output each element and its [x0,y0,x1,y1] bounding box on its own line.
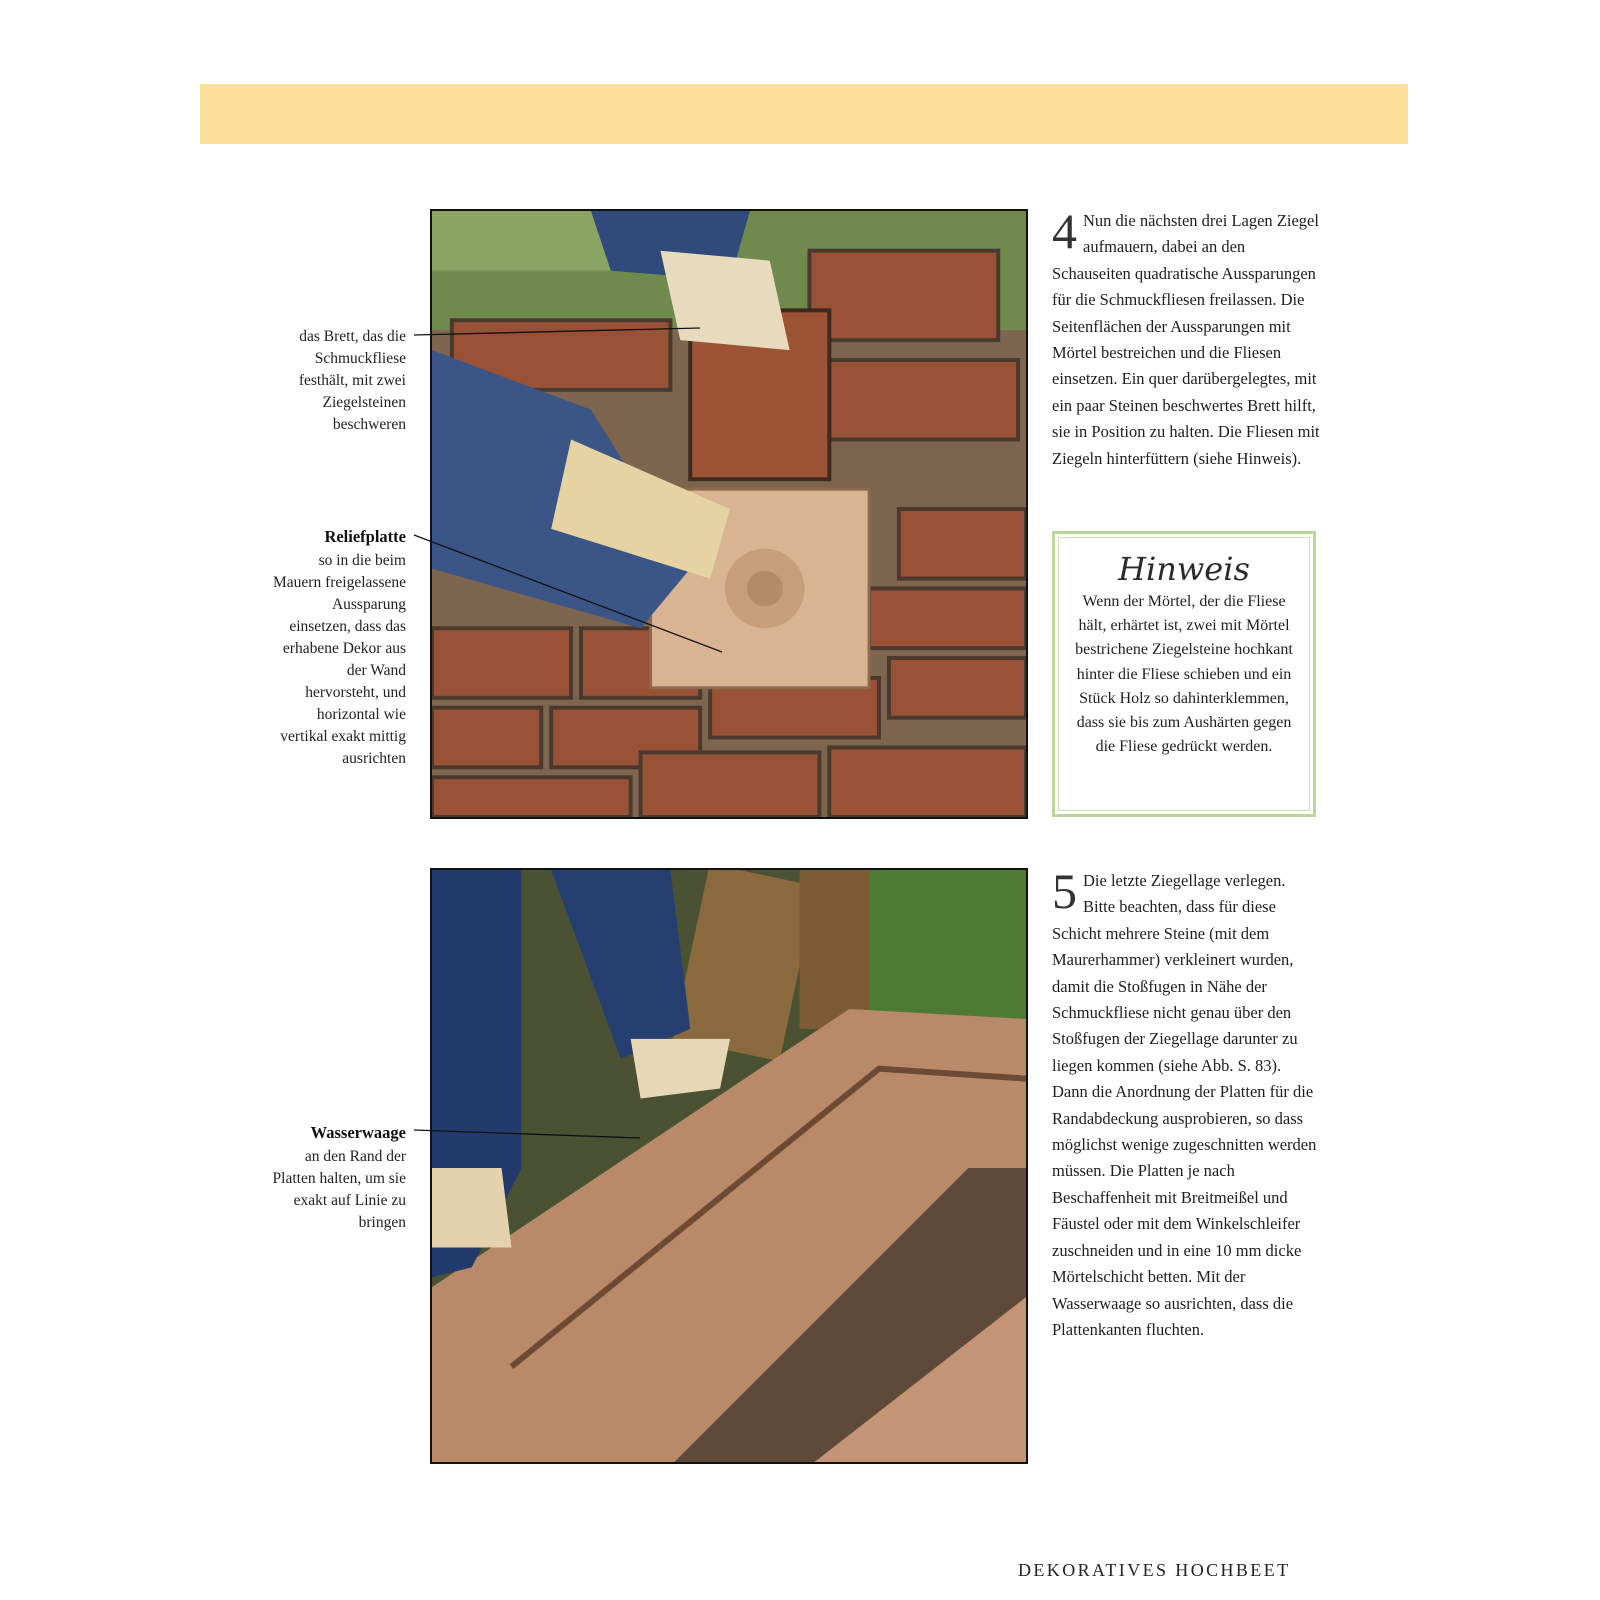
step-5-number: 5 [1052,863,1077,919]
hint-text: Wenn der Mörtel, der die Fliese hält, erhärtet ist, zwei mit Mörtel bestrichene Ziegelsteine hochkant hinter die Fliese schieben und ein Stück Holz so dahinterklemmen, dass sie bis zum Aushärten gegen die Fliese gedrückt werden. [1075,593,1293,756]
step-4-number: 4 [1052,203,1077,259]
step-4 [1052,203,1320,472]
step-4-text: Nun die nächsten drei Lagen Ziegel aufmauern, dabei an den Schauseiten quadratische Aussparungen für die Schmuckfliesen freilassen. Die Seitenflächen der Aussparungen mit Mörtel bestreichen und die Fliesen einsetzen. Ein quer darübergelegtes, mit ein paar Steinen beschwertes Brett hilft, sie in Position zu halten. Die Fliesen mit Ziegeln hinterfüttern (siehe Hinweis). [1052,211,1320,468]
step-5-text: Die letzte Ziegellage verlegen. Bitte beachten, dass für diese Schicht mehrere Steine (mit dem Maurerhammer) verkleinert wurden, damit die Stoßfugen in Nähe der Schmuckfliese nicht genau über den Stoßfugen der Ziegellage darunter zu liegen kommen (siehe Abb. S. 83). Dann die Anordnung der Platten für die Randabdeckung ausprobieren, so dass möglichst wenige zugeschnitten werden müssen. Die Platten je nach Beschaffenheit mit Breitmeißel und Fäustel oder mit dem Winkelschleifer zuschneiden und in eine 10 mm dicke Mörtelschicht betten. Mit der Wasserwaage so ausrichten, dass die Plattenkanten fluchten. [1052,871,1317,1339]
caption-level-text: an den Rand der Platten halten, um sie exakt auf Linie zu bringen [272,1148,406,1231]
caption-level-title: Wasserwaage [310,1123,406,1142]
hint-box [1052,531,1316,817]
hint-title: Hinweis [1118,550,1250,588]
caption-relief-text: so in die beim Mauern freigelassene Aussparung einsetzen, dass das erhabene Dekor aus der Wand hervorsteht, und horizontal wie vertikal exakt mittig ausrichten [273,552,406,767]
photo-relief-tile-installation [430,209,1028,819]
caption-spirit-level [270,1122,406,1234]
caption-relief-title: Reliefplatte [324,527,406,546]
step-5 [1052,863,1320,1343]
caption-board-text: das Brett, das die Schmuckfliese festhält, mit zwei Ziegelsteinen beschweren [298,328,406,433]
caption-board [270,326,406,436]
header-band [200,84,1408,144]
page-footer-section-title: DEKORATIVES HOCHBEET [1018,1560,1291,1580]
caption-relief-plate [270,526,406,770]
photo-capping-stones-level [430,868,1028,1464]
hint-box-inner [1058,537,1310,811]
